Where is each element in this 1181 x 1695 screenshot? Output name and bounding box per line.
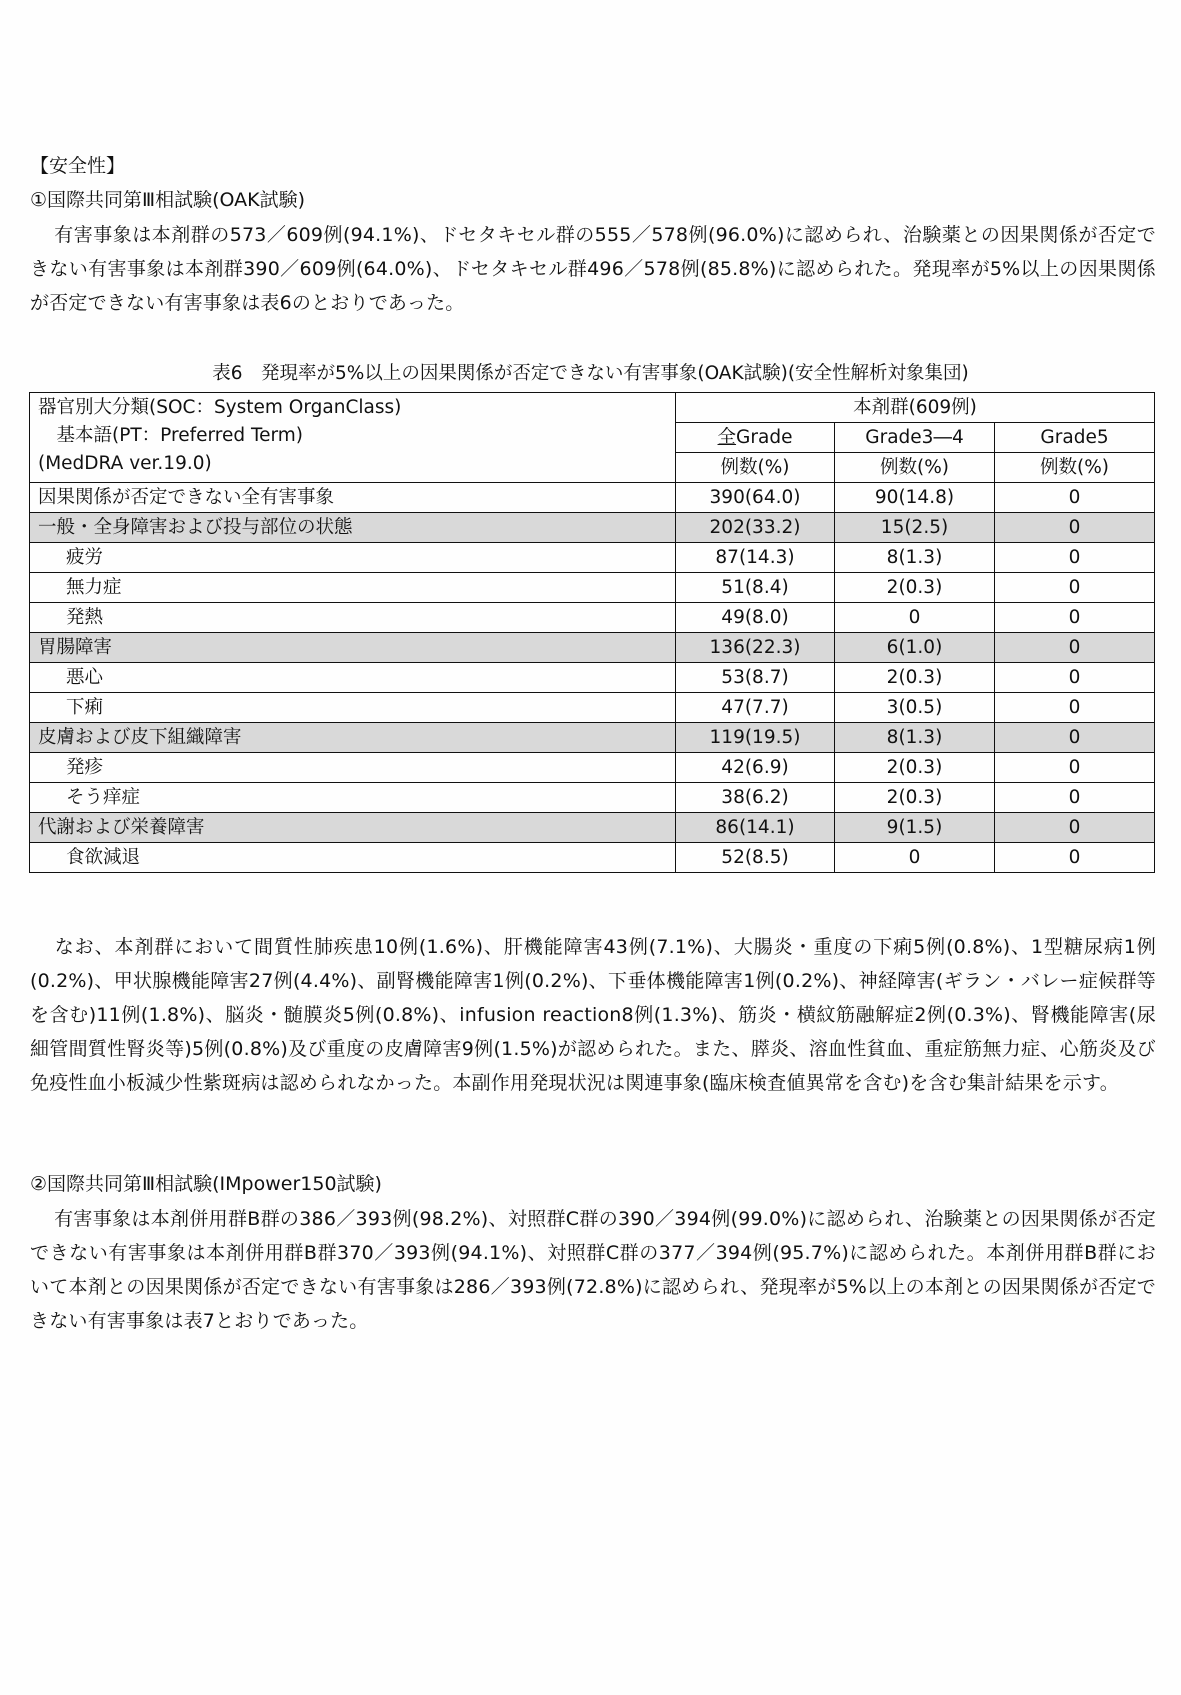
term-cell: 発疹 xyxy=(30,753,676,783)
oak-summary-text: 有害事象は本剤群の573／609例(94.1%)、ドセタキセル群の555／578例(96.0%)に認められ、治験薬との因果関係が否定できない有害事象は本剤群390／609例(64.0%)、ドセタキセル群496／578例(85.8%)に認められた。発現率が5%以上の因果関係が否定できない有害事象は表6のとおりであった。 xyxy=(30,224,1156,314)
grade5-cell: 0 xyxy=(995,513,1155,543)
grade5-cell: 0 xyxy=(995,813,1155,843)
unit-header: 例数(%) xyxy=(676,453,835,483)
table-row xyxy=(30,543,1155,573)
table-row xyxy=(30,663,1155,693)
grade5-cell: 0 xyxy=(995,483,1155,513)
grade3-4-cell: 2(0.3) xyxy=(835,573,995,603)
oak-summary-paragraph xyxy=(30,218,1156,320)
term-cell: 発熱 xyxy=(30,603,676,633)
col-header-grade5: Grade5 xyxy=(995,423,1155,453)
grade5-cell: 0 xyxy=(995,573,1155,603)
note-paragraph xyxy=(30,930,1156,1100)
impower-summary-text: 有害事象は本剤併用群B群の386／393例(98.2%)、対照群C群の390／394例(99.0%)に認められ、治験薬との因果関係が否定できない有害事象は本剤併用群B群370／393例(94.1%)、対照群C群の377／394例(95.7%)に認められた。本剤併用群B群において本剤との因果関係が否定できない有害事象は286／393例(72.8%)に認められ、発現率が5%以上の本剤との因果関係が否定できない有害事象は表7とおりであった。 xyxy=(30,1208,1156,1332)
term-cell: そう痒症 xyxy=(30,783,676,813)
grade3-4-cell: 6(1.0) xyxy=(835,633,995,663)
group-header: 本剤群(609例) xyxy=(676,393,1155,423)
soc-header-line: 器官別大分類(SOC：System OrganClass) xyxy=(38,397,402,418)
grade5-cell: 0 xyxy=(995,633,1155,663)
all-grade-cell: 38(6.2) xyxy=(676,783,835,813)
grade-suffix: Grade xyxy=(736,426,793,448)
table-row xyxy=(30,813,1155,843)
note-text: なお、本剤群において間質性肺疾患10例(1.6%)、肝機能障害43例(7.1%)、大腸炎・重度の下痢5例(0.8%)、1型糖尿病1例(0.2%)、甲状腺機能障害27例(4.4%)、副腎機能障害1例(0.2%)、下垂体機能障害1例(0.2%)、神経障害(ギラン・バレー症候群等を含む)11例(1.8%)、脳炎・髄膜炎5例(0.8%)、infusion reaction8例(1.3%)、筋炎・横紋筋融解症2例(0.3%)、腎機能障害(尿細管間質性腎炎等)5例(0.8%)及び重度の皮膚障害9例(1.5%)が認められた。また、膵炎、溶血性貧血、重症筋無力症、心筋炎及び免疫性血小板減少性紫斑病は認められなかった。本副作用発現状況は関連事象(臨床検査値異常を含む)を含む集計結果を示す。 xyxy=(30,936,1156,1094)
table-row xyxy=(30,753,1155,783)
grade3-4-cell: 3(0.5) xyxy=(835,693,995,723)
all-grade-cell: 47(7.7) xyxy=(676,693,835,723)
table-row xyxy=(30,843,1155,873)
grade3-4-cell: 8(1.3) xyxy=(835,543,995,573)
all-grade-cell: 136(22.3) xyxy=(676,633,835,663)
term-cell: 皮膚および皮下組織障害 xyxy=(30,723,676,753)
soc-pt-header xyxy=(30,393,676,483)
grade5-cell: 0 xyxy=(995,603,1155,633)
table-row xyxy=(30,603,1155,633)
all-grade-cell: 202(33.2) xyxy=(676,513,835,543)
unit-header: 例数(%) xyxy=(835,453,995,483)
all-grade-cell: 390(64.0) xyxy=(676,483,835,513)
table-row xyxy=(30,723,1155,753)
impower-summary-paragraph xyxy=(30,1202,1156,1338)
grade5-cell: 0 xyxy=(995,843,1155,873)
table-row xyxy=(30,513,1155,543)
table-row xyxy=(30,633,1155,663)
meddra-version: (MedDRA ver.19.0) xyxy=(38,453,212,474)
all-grade-cell: 42(6.9) xyxy=(676,753,835,783)
table-row xyxy=(30,573,1155,603)
term-cell: 胃腸障害 xyxy=(30,633,676,663)
term-cell: 食欲減退 xyxy=(30,843,676,873)
table-row xyxy=(30,693,1155,723)
grade3-4-cell: 90(14.8) xyxy=(835,483,995,513)
table6-caption: 表6 発現率が5%以上の因果関係が否定できない有害事象(OAK試験)(安全性解析対象集団) xyxy=(212,363,969,384)
grade3-4-cell: 2(0.3) xyxy=(835,753,995,783)
all-prefix: 全 xyxy=(717,426,737,448)
term-cell: 悪心 xyxy=(30,663,676,693)
all-grade-cell: 86(14.1) xyxy=(676,813,835,843)
term-cell: 疲労 xyxy=(30,543,676,573)
pt-header-line: 基本語(PT：Preferred Term) xyxy=(38,425,304,446)
all-grade-cell: 119(19.5) xyxy=(676,723,835,753)
grade5-cell: 0 xyxy=(995,753,1155,783)
term-cell: 因果関係が否定できない全有害事象 xyxy=(30,483,676,513)
all-grade-cell: 49(8.0) xyxy=(676,603,835,633)
grade3-4-cell: 0 xyxy=(835,843,995,873)
grade5-cell: 0 xyxy=(995,783,1155,813)
grade3-4-cell: 9(1.5) xyxy=(835,813,995,843)
grade3-4-cell: 2(0.3) xyxy=(835,663,995,693)
col-header-all-grade xyxy=(676,423,835,453)
grade3-4-cell: 0 xyxy=(835,603,995,633)
grade5-cell: 0 xyxy=(995,663,1155,693)
table-row xyxy=(30,483,1155,513)
grade3-4-cell: 15(2.5) xyxy=(835,513,995,543)
grade5-cell: 0 xyxy=(995,543,1155,573)
grade3-4-cell: 8(1.3) xyxy=(835,723,995,753)
oak-trial-title: ①国際共同第Ⅲ相試験(OAK試験) xyxy=(30,189,306,211)
term-cell: 無力症 xyxy=(30,573,676,603)
all-grade-cell: 52(8.5) xyxy=(676,843,835,873)
section-heading-safety: 【安全性】 xyxy=(30,155,126,177)
all-grade-cell: 51(8.4) xyxy=(676,573,835,603)
unit-header: 例数(%) xyxy=(995,453,1155,483)
grade5-cell: 0 xyxy=(995,693,1155,723)
term-cell: 下痢 xyxy=(30,693,676,723)
term-cell: 代謝および栄養障害 xyxy=(30,813,676,843)
all-grade-cell: 53(8.7) xyxy=(676,663,835,693)
adverse-events-table xyxy=(29,392,1155,873)
col-header-grade3-4: Grade3―4 xyxy=(835,423,995,453)
impower-trial-title: ②国際共同第Ⅲ相試験(IMpower150試験) xyxy=(30,1173,382,1195)
table-row xyxy=(30,783,1155,813)
grade5-cell: 0 xyxy=(995,723,1155,753)
all-grade-cell: 87(14.3) xyxy=(676,543,835,573)
grade3-4-cell: 2(0.3) xyxy=(835,783,995,813)
term-cell: 一般・全身障害および投与部位の状態 xyxy=(30,513,676,543)
